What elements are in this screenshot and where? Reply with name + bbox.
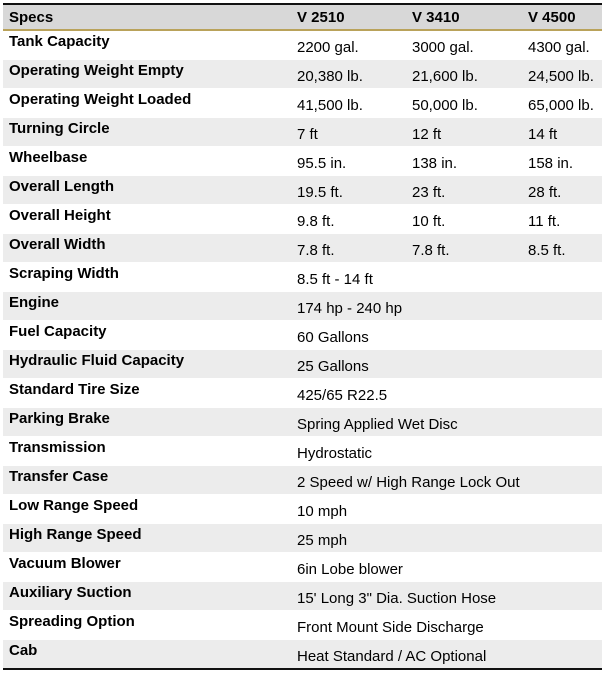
header-specs: Specs <box>3 4 291 30</box>
cell-v3410: 50,000 lb. <box>406 89 522 118</box>
table-row <box>3 437 602 466</box>
cell-v4500: 14 ft <box>522 118 602 147</box>
table-row <box>3 60 602 89</box>
table-row <box>3 118 602 147</box>
cell-v2510: 9.8 ft. <box>291 205 406 234</box>
row-label: Turning Circle <box>3 118 291 147</box>
cell-v3410: 10 ft. <box>406 205 522 234</box>
cell-v3410: 138 in. <box>406 147 522 176</box>
row-label: Wheelbase <box>3 147 291 176</box>
row-label: Engine <box>3 292 291 321</box>
row-label: Operating Weight Loaded <box>3 89 291 118</box>
specifications-table <box>3 3 602 670</box>
cell-all-models: 25 Gallons <box>291 350 602 379</box>
table-row <box>3 321 602 350</box>
cell-all-models: 174 hp - 240 hp <box>291 292 602 321</box>
table-row <box>3 640 602 670</box>
cell-v3410: 7.8 ft. <box>406 234 522 263</box>
cell-all-models: Spring Applied Wet Disc <box>291 408 602 437</box>
table-row <box>3 553 602 582</box>
cell-all-models: 2 Speed w/ High Range Lock Out <box>291 466 602 495</box>
cell-v4500: 4300 gal. <box>522 30 602 60</box>
row-label: Low Range Speed <box>3 495 291 524</box>
cell-all-models: 10 mph <box>291 495 602 524</box>
table-row <box>3 350 602 379</box>
table-row <box>3 147 602 176</box>
cell-all-models: 15' Long 3" Dia. Suction Hose <box>291 582 602 611</box>
header-row <box>3 4 602 30</box>
row-label: Scraping Width <box>3 263 291 292</box>
table-row <box>3 89 602 118</box>
cell-v2510: 2200 gal. <box>291 30 406 60</box>
table-row <box>3 30 602 60</box>
cell-v2510: 7 ft <box>291 118 406 147</box>
table-row <box>3 466 602 495</box>
row-label: Transfer Case <box>3 466 291 495</box>
row-label: Overall Width <box>3 234 291 263</box>
row-label: Standard Tire Size <box>3 379 291 408</box>
cell-all-models: 60 Gallons <box>291 321 602 350</box>
table-row <box>3 234 602 263</box>
cell-v4500: 158 in. <box>522 147 602 176</box>
row-label: Tank Capacity <box>3 30 291 60</box>
cell-v4500: 8.5 ft. <box>522 234 602 263</box>
cell-v3410: 23 ft. <box>406 176 522 205</box>
cell-all-models: 425/65 R22.5 <box>291 379 602 408</box>
row-label: Operating Weight Empty <box>3 60 291 89</box>
cell-v3410: 12 ft <box>406 118 522 147</box>
cell-all-models: Heat Standard / AC Optional <box>291 640 602 670</box>
cell-v4500: 11 ft. <box>522 205 602 234</box>
row-label: Fuel Capacity <box>3 321 291 350</box>
cell-all-models: 25 mph <box>291 524 602 553</box>
cell-all-models: Hydrostatic <box>291 437 602 466</box>
table-row <box>3 263 602 292</box>
cell-v3410: 3000 gal. <box>406 30 522 60</box>
row-label: Parking Brake <box>3 408 291 437</box>
table-row <box>3 495 602 524</box>
row-label: Transmission <box>3 437 291 466</box>
cell-v4500: 65,000 lb. <box>522 89 602 118</box>
table-row <box>3 524 602 553</box>
row-label: Hydraulic Fluid Capacity <box>3 350 291 379</box>
header-model-v2510: V 2510 <box>291 4 406 30</box>
table-row <box>3 408 602 437</box>
cell-v3410: 21,600 lb. <box>406 60 522 89</box>
header-model-v4500: V 4500 <box>522 4 602 30</box>
table-row <box>3 176 602 205</box>
table-row <box>3 205 602 234</box>
row-label: Overall Height <box>3 205 291 234</box>
row-label: Vacuum Blower <box>3 553 291 582</box>
cell-v2510: 19.5 ft. <box>291 176 406 205</box>
cell-v2510: 95.5 in. <box>291 147 406 176</box>
cell-v2510: 20,380 lb. <box>291 60 406 89</box>
header-model-v3410: V 3410 <box>406 4 522 30</box>
cell-v4500: 28 ft. <box>522 176 602 205</box>
cell-all-models: 8.5 ft - 14 ft <box>291 263 602 292</box>
cell-v4500: 24,500 lb. <box>522 60 602 89</box>
table-row <box>3 292 602 321</box>
cell-all-models: 6in Lobe blower <box>291 553 602 582</box>
table-row <box>3 379 602 408</box>
cell-all-models: Front Mount Side Discharge <box>291 611 602 640</box>
row-label: Auxiliary Suction <box>3 582 291 611</box>
row-label: Spreading Option <box>3 611 291 640</box>
cell-v2510: 7.8 ft. <box>291 234 406 263</box>
table-row <box>3 582 602 611</box>
row-label: Overall Length <box>3 176 291 205</box>
cell-v2510: 41,500 lb. <box>291 89 406 118</box>
row-label: High Range Speed <box>3 524 291 553</box>
table-row <box>3 611 602 640</box>
row-label: Cab <box>3 640 291 670</box>
